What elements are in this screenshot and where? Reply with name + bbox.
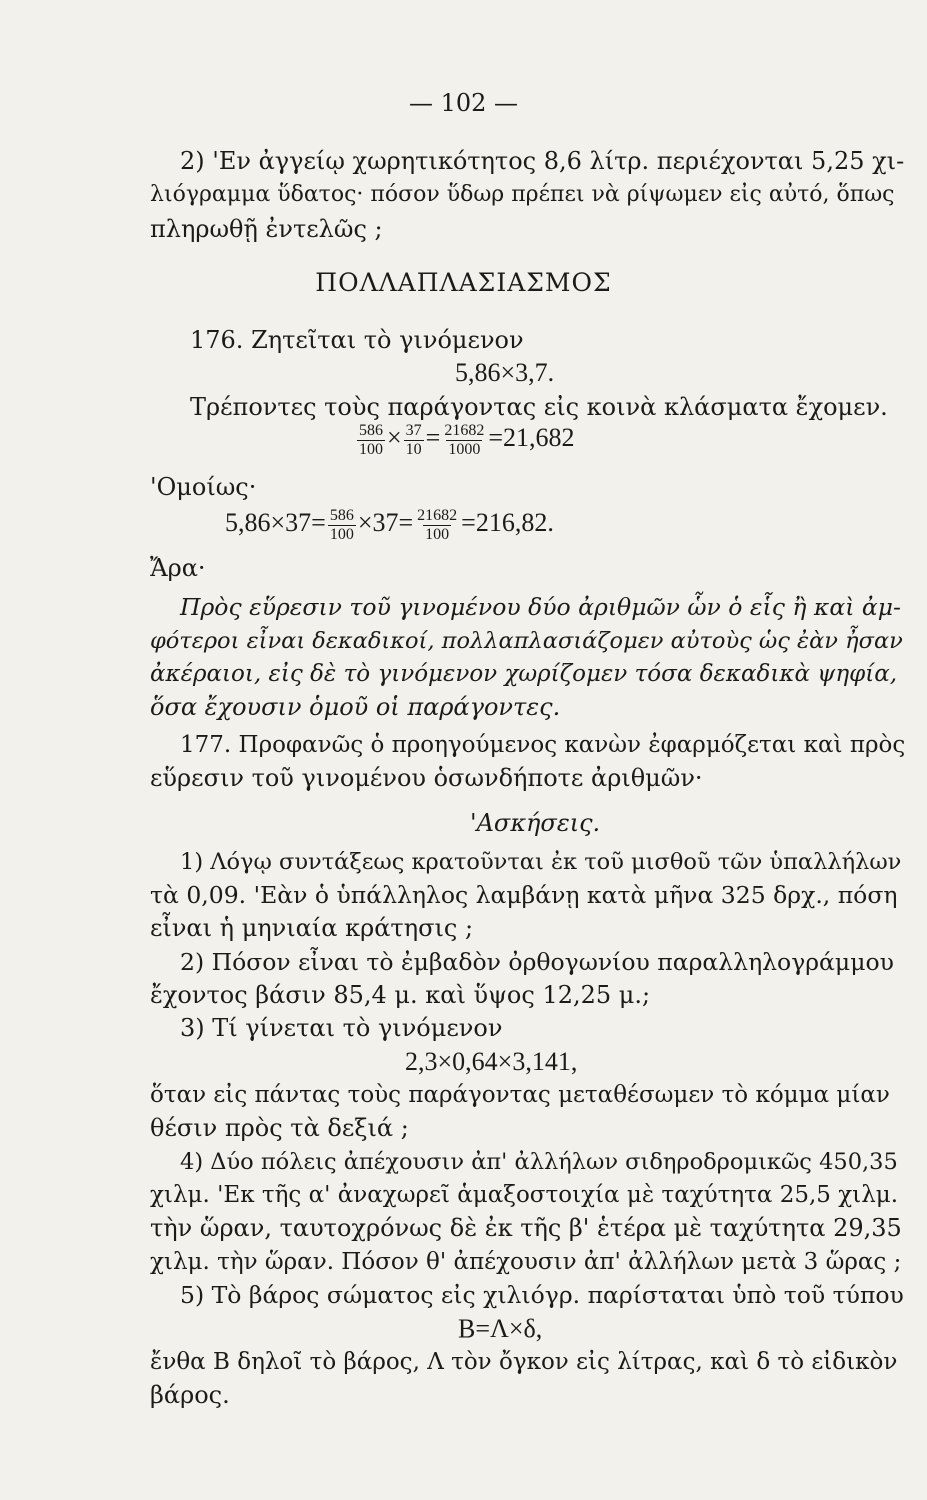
paragraph-177-line-2: εὕρεσιν τοῦ γινομένου ὁσωνδήποτε ἀριθμῶν· [150, 764, 703, 792]
exercise-3-line: 3) Τί γίνεται τὸ γινόμενον [180, 1014, 503, 1042]
exercise-4-line-1: 4) Δύο πόλεις ἀπέχουσιν ἀπ' ἀλλήλων σιδηροδρομικῶς 450,35 [180, 1149, 898, 1175]
fraction-586-100-b: $\frac{586}{100}$ [329, 506, 354, 543]
intro-line-3: πληρωθῇ ἐντελῶς ; [150, 215, 383, 243]
paragraph-176-label: 176. Ζητεῖται τὸ γινόμενον [190, 326, 524, 354]
ara-label: Ἄρα· [150, 554, 206, 582]
rule-line-4: ὅσα ἔχουσιν ὁμοῦ οἱ παράγοντες. [150, 693, 561, 721]
equation-2: 5,86×37= $\frac{586}{100}$ ×37= $\frac{21682}{100}$ =216,82. [225, 506, 554, 543]
exercise-5-line: 5) Τὸ βάρος σώματος εἰς χιλιόγρ. παρίσταται ὑπὸ τοῦ τύπου [180, 1281, 904, 1309]
equation-1: $\frac{586}{100}$ × $\frac{37}{10}$ = $\frac{21682}{1000}$ =21,682 [359, 421, 575, 458]
rule-line-2: φότεροι εἶναι δεκαδικοί, πολλαπλασιάζομεν αὐτοὺς ὡς ἐὰν ἦσαν [150, 628, 903, 654]
exercise-1-line-3: εἶναι ἡ μηνιαία κράτησις ; [150, 914, 474, 942]
fraction-21682-100: $\frac{21682}{100}$ [417, 506, 458, 543]
exercise-1-line-2: τὰ 0,09. 'Εὰν ὁ ὑπάλληλος λαμβάνῃ κατὰ μῆνα 325 δρχ., πόση [150, 881, 898, 909]
exercise-3-cont-1: ὅταν εἰς πάντας τοὺς παράγοντας μεταθέσωμεν τὸ κόμμα μίαν [150, 1082, 890, 1108]
intro-line-2: λιόγραμμα ὕδατος· πόσον ὕδωρ πρέπει νὰ ρίψωμεν εἰς αὐτό, ὅπως [150, 182, 895, 207]
exercise-5-formula: Β=Λ×δ, [458, 1314, 543, 1343]
paragraph-176-text: Τρέποντες τοὺς παράγοντας εἰς κοινὰ κλάσματα ἔχομεν. [190, 393, 888, 421]
exercise-1-line-1: 1) Λόγῳ συντάξεως κρατοῦνται ἐκ τοῦ μισθοῦ τῶν ὑπαλλήλων [180, 849, 902, 875]
fraction-37-10: $\frac{37}{10}$ [405, 421, 422, 458]
paragraph-176-expression: 5,86×3,7. [455, 358, 555, 387]
rule-line-3: ἀκέραιοι, εἰς δὲ τὸ γινόμενον χωρίζομεν τόσα δεκαδικὰ ψηφία, [150, 661, 898, 687]
exercise-5-cont-2: βάρος. [150, 1381, 230, 1409]
exercise-4-line-3: τὴν ὥραν, ταυτοχρόνως δὲ ἐκ τῆς β' ἑτέρα μὲ ταχύτητα 29,35 [150, 1214, 902, 1242]
exercise-3-expression: 2,3×0,64×3,141, [405, 1047, 578, 1076]
rule-line-1: Πρὸς εὕρεσιν τοῦ γινομένου δύο ἀριθμῶν ὧν ὁ εἷς ἢ καὶ ἀμ- [180, 593, 901, 621]
exercise-2-line-2: ἔχοντος βάσιν 85,4 μ. καὶ ὕψος 12,25 μ.; [150, 981, 651, 1009]
fraction-21682-1000: $\frac{21682}{1000}$ [444, 421, 485, 458]
exercise-4-line-2: χιλμ. 'Εκ τῆς α' ἀναχωρεῖ ἁμαξοστοιχία μὲ ταχύτητα 25,5 χιλμ. [150, 1182, 899, 1208]
omoios-label: 'Ομοίως· [150, 473, 257, 501]
exercises-title: 'Ασκήσεις. [470, 809, 601, 837]
exercise-3-cont-2: θέσιν πρὸς τὰ δεξιά ; [150, 1114, 409, 1142]
exercise-5-cont-1: ἔνθα Β δηλοῖ τὸ βάρος, Λ τὸν ὄγκον εἰς λίτρας, καὶ δ τὸ εἰδικὸν [150, 1349, 898, 1375]
paragraph-177-line-1: 177. Προφανῶς ὁ προηγούμενος κανὼν ἐφαρμόζεται καὶ πρὸς [180, 732, 906, 758]
exercise-2-line-1: 2) Πόσον εἶναι τὸ ἐμβαδὸν ὀρθογωνίου παραλληλογράμμου [180, 948, 894, 976]
fraction-586-100: $\frac{586}{100}$ [359, 421, 383, 458]
intro-line-1: 2) 'Εν ἀγγείῳ χωρητικότητος 8,6 λίτρ. περιέχονται 5,25 χι- [180, 147, 905, 175]
page-number: — 102 — [408, 89, 519, 117]
section-heading: ΠΟΛΛΑΠΛΑΣΙΑΣΜΟΣ [315, 268, 612, 297]
exercise-4-line-4: χιλμ. τὴν ὥραν. Πόσον θ' ἀπέχουσιν ἀπ' ἀλλήλων μετὰ 3 ὥρας ; [150, 1249, 902, 1275]
